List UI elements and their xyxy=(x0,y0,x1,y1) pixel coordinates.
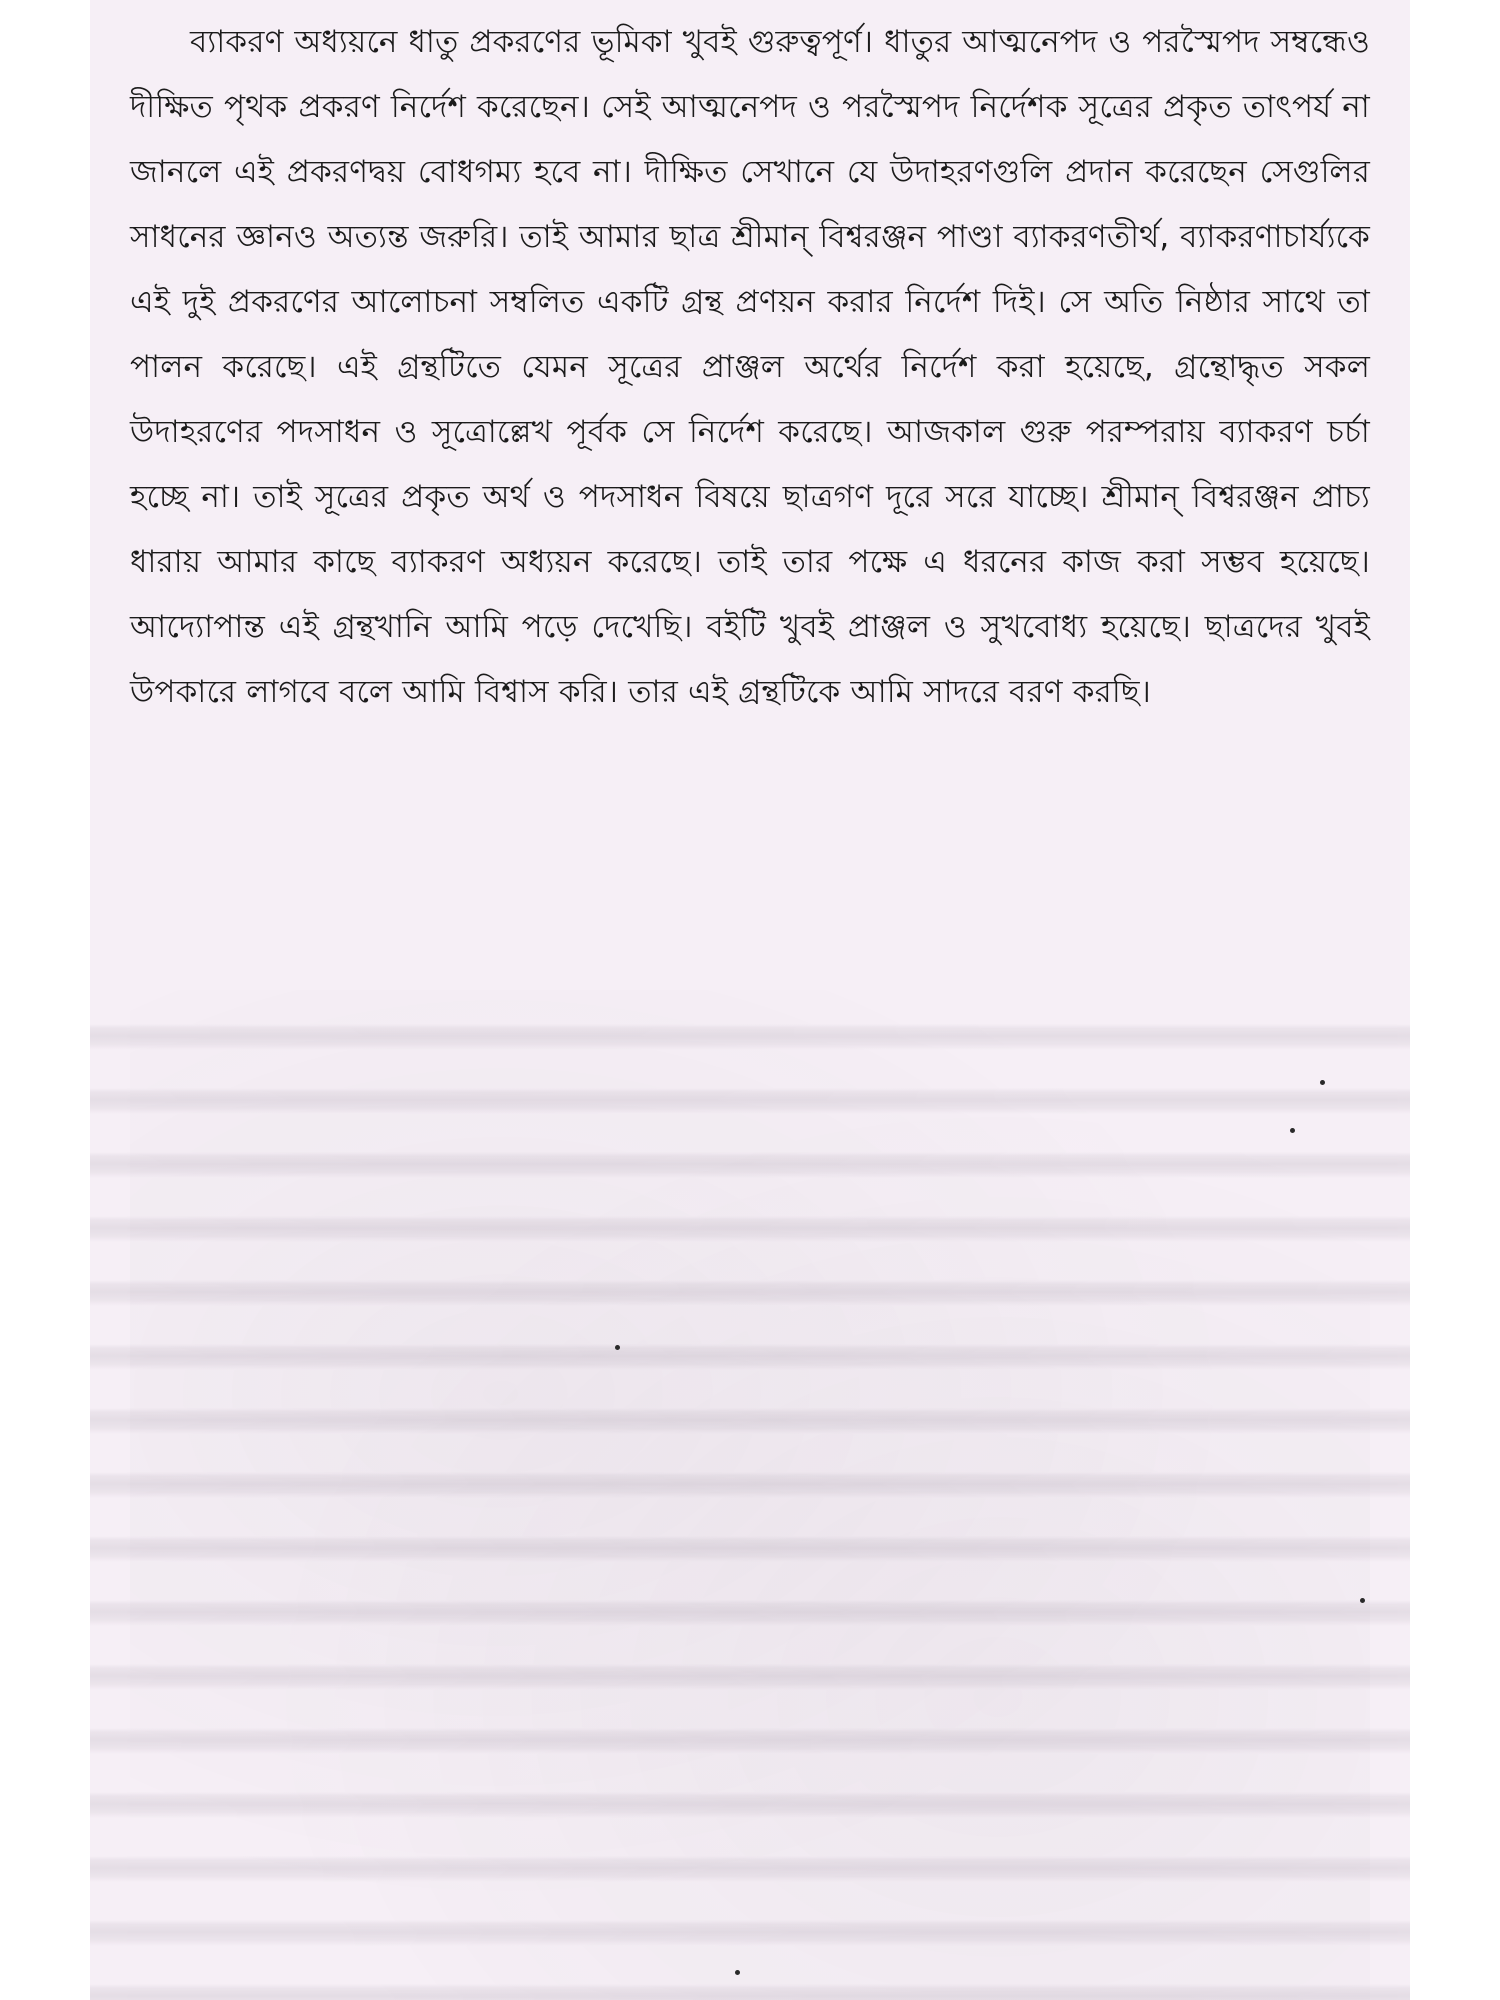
ink-speck xyxy=(735,1970,740,1975)
ink-speck xyxy=(1360,1598,1365,1603)
ink-speck xyxy=(1290,1128,1295,1133)
book-page xyxy=(90,0,1410,2000)
body-paragraph: ব্যাকরণ অধ্যয়নে ধাতু প্রকরণের ভূমিকা খুবই গুরুত্বপূর্ণ। ধাতুর আত্মনেপদ ও পরস্মৈপদ সম্বন্ধেও দীক্ষিত পৃথক প্রকরণ নির্দেশ করেছেন। সেই আত্মনেপদ ও পরস্মৈপদ নির্দেশক সূত্রের প্রকৃত তাৎপর্য না জানলে এই প্রকরণদ্বয় বোধগম্য হবে না। দীক্ষিত সেখানে যে উদাহরণগুলি প্রদান করেছেন সেগুলির সাধনের জ্ঞানও অত্যন্ত জরুরি। তাই আমার ছাত্র শ্রীমান্ বিশ্বরঞ্জন পাণ্ডা ব্যাকরণতীর্থ, ব্যাকরণাচার্য্যকে এই দুই প্রকরণের আলোচনা সম্বলিত একটি গ্রন্থ প্রণয়ন করার নির্দেশ দিই। সে অতি নিষ্ঠার সাথে তা পালন করেছে। এই গ্রন্থটিতে যেমন সূত্রের প্রাঞ্জল অর্থের নির্দেশ করা হয়েছে, গ্রন্থোদ্ধৃত সকল উদাহরণের পদসাধন ও সূত্রোল্লেখ পূর্বক সে নির্দেশ করেছে। আজকাল গুরু পরম্পরায় ব্যাকরণ চর্চা হচ্ছে না। তাই সূত্রের প্রকৃত অর্থ ও পদসাধন বিষয়ে ছাত্রগণ দূরে সরে যাচ্ছে। শ্রীমান্ বিশ্বরঞ্জন প্রাচ্য ধারায় আমার কাছে ব্যাকরণ অধ্যয়ন করেছে। তাই তার পক্ষে এ ধরনের কাজ করা সম্ভব হয়েছে। আদ্যোপান্ত এই গ্রন্থখানি আমি পড়ে দেখেছি। বইটি খুবই প্রাঞ্জল ও সুখবোধ্য হয়েছে। ছাত্রদের খুবই উপকারে লাগবে বলে আমি বিশ্বাস করি। তার এই গ্রন্থটিকে আমি সাদরে বরণ করছি। xyxy=(130,24,1370,710)
ink-speck xyxy=(615,1345,620,1350)
ink-speck xyxy=(1320,1080,1325,1085)
show-through-text-from-reverse-page xyxy=(90,990,1410,2000)
